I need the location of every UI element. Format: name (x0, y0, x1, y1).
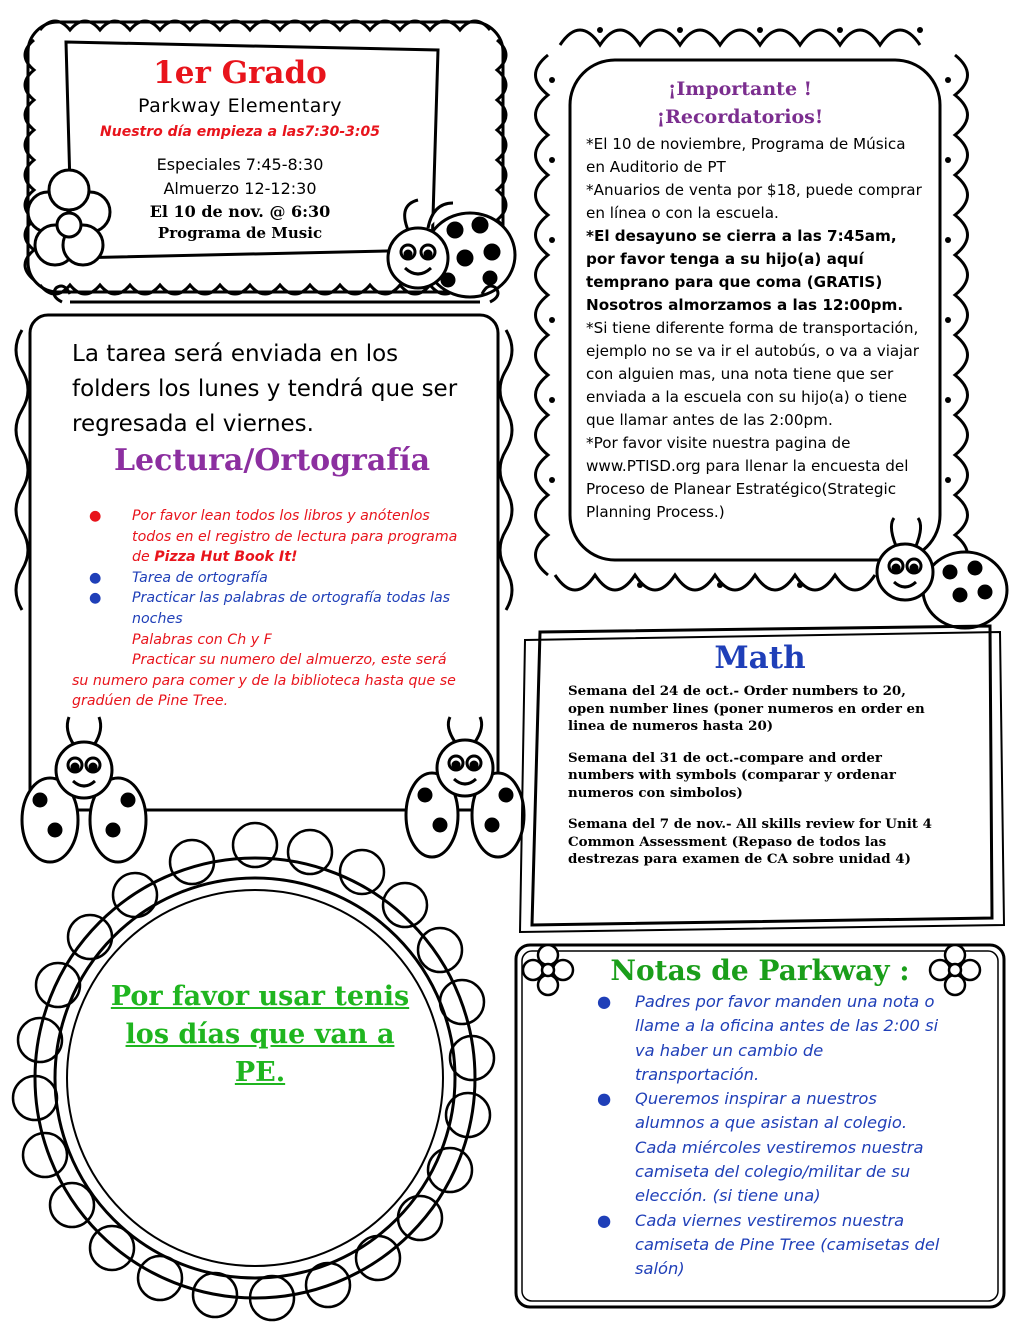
reminder-item: *Por favor visite nuestra pagina de www.PTISD.org para llenar la encuesta del Proceso de Planear Estratégico(Strategic Planning Process.) (586, 434, 909, 521)
especiales-time: Especiales 7:45-8:30 (156, 155, 324, 174)
list-item (72, 568, 462, 589)
lunch-number-note: Practicar su numero del almuerzo, este será (132, 652, 447, 669)
homework-note: La tarea será enviada en los folders los lunes y tendrá que ser regresada el viernes. (72, 341, 458, 437)
palabras-note: Palabras con Ch y F (132, 631, 272, 648)
math-weeks (568, 683, 944, 883)
list-item (580, 990, 940, 1087)
math-week-item: Semana del 7 de nov.- All skills review for Unit 4 Common Assessment (Repaso de todos las destrezas para examen de CA sobre unidad 4) (568, 816, 932, 867)
reminders-title: ¡Recordatorios! (656, 106, 824, 128)
bullet-icon: ● (89, 508, 102, 524)
ladybug-icon (406, 717, 524, 857)
pizza-hut-program: Pizza Hut Book It! (154, 549, 298, 566)
list-item (580, 1087, 940, 1208)
event-name: Programa de Music (157, 224, 323, 242)
event-date: El 10 de nov. @ 6:30 (149, 202, 331, 221)
math-week-item: Semana del 24 de oct.- Order numbers to 20, open number lines (poner numeros en order en linea de numeros hasta 20) (568, 683, 925, 734)
reminder-item: *Anuarios de venta por $18, puede comprar en línea o con la escuela. (586, 181, 922, 222)
reminders-list (586, 133, 922, 524)
lectura-item-text: Tarea de ortografía (132, 569, 268, 586)
list-item (72, 506, 462, 568)
school-name: Parkway Elementary (138, 95, 342, 117)
reminder-item (586, 225, 922, 317)
lectura-item-text: Practicar las palabras de ortografía todas las noches (132, 590, 451, 627)
bullet-icon: ● (597, 1089, 612, 1109)
bullet-icon: ● (597, 992, 612, 1011)
page-title: 1er Grado (153, 55, 327, 91)
lectura-title: Lectura/Ortografía (113, 443, 431, 478)
bullet-icon: ● (597, 1210, 612, 1230)
bullet-icon: ● (89, 590, 102, 607)
lectura-list (72, 506, 462, 712)
notas-list (580, 990, 940, 1282)
nota-text: Cada viernes vestiremos nuestra camiseta de Pine Tree (camisetas del salón) (635, 1210, 940, 1279)
important-title: ¡Importante ! (667, 78, 813, 100)
school-hours: Nuestro día empieza a las7:30-3:05 (100, 124, 380, 140)
almuerzo-time: Almuerzo 12-12:30 (163, 179, 317, 198)
math-title: Math (714, 640, 806, 676)
lectura-item-text: Por favor lean todos los libros y anótenlos todos en el registro de lectura para programa de (132, 508, 458, 566)
nota-text: Padres por favor manden una nota o llame a la oficina antes de las 2:00 si va haber un cambio de transportación. (635, 992, 939, 1084)
list-item (72, 588, 462, 629)
bullet-icon: ● (89, 569, 102, 586)
nota-text: Queremos inspirar a nuestros alumnos a que asistan al colegio. Cada miércoles vestiremos nuestra camiseta del colegio/militar de su elección. (si tiene una) (635, 1089, 924, 1206)
reminder-item: *Si tiene diferente forma de transportación, ejemplo no se va ir el autobús, o va a viajar con alguien mas, una nota tiene que ser enviada a la escuela con su hijo(a) o tiene que llamar antes de las 2:00pm. (586, 319, 919, 429)
notas-title: Notas de Parkway : (610, 954, 910, 987)
ladybug-icon (22, 717, 146, 862)
list-item (580, 1209, 940, 1282)
reminder-item: *El 10 de noviembre, Programa de Música en Auditorio de PT (586, 135, 906, 176)
breakfast-reminder: *El desayuno se cierra a las 7:45am, por favor tenga a su hijo(a) aquí temprano para que coma (GRATIS) Nosotros almorzamos a las 12:00pm. (586, 227, 904, 314)
pe-reminder: Por favor usar tenis los días que van a PE. (110, 981, 410, 1088)
lunch-number-note-cont: su numero para comer y de la biblioteca hasta que se gradúen de Pine Tree. (72, 672, 456, 710)
math-week-item: Semana del 31 de oct.-compare and order numbers with symbols (comparar y ordenar numeros con simbolos) (568, 749, 896, 801)
ladybug-icon (877, 518, 1007, 628)
